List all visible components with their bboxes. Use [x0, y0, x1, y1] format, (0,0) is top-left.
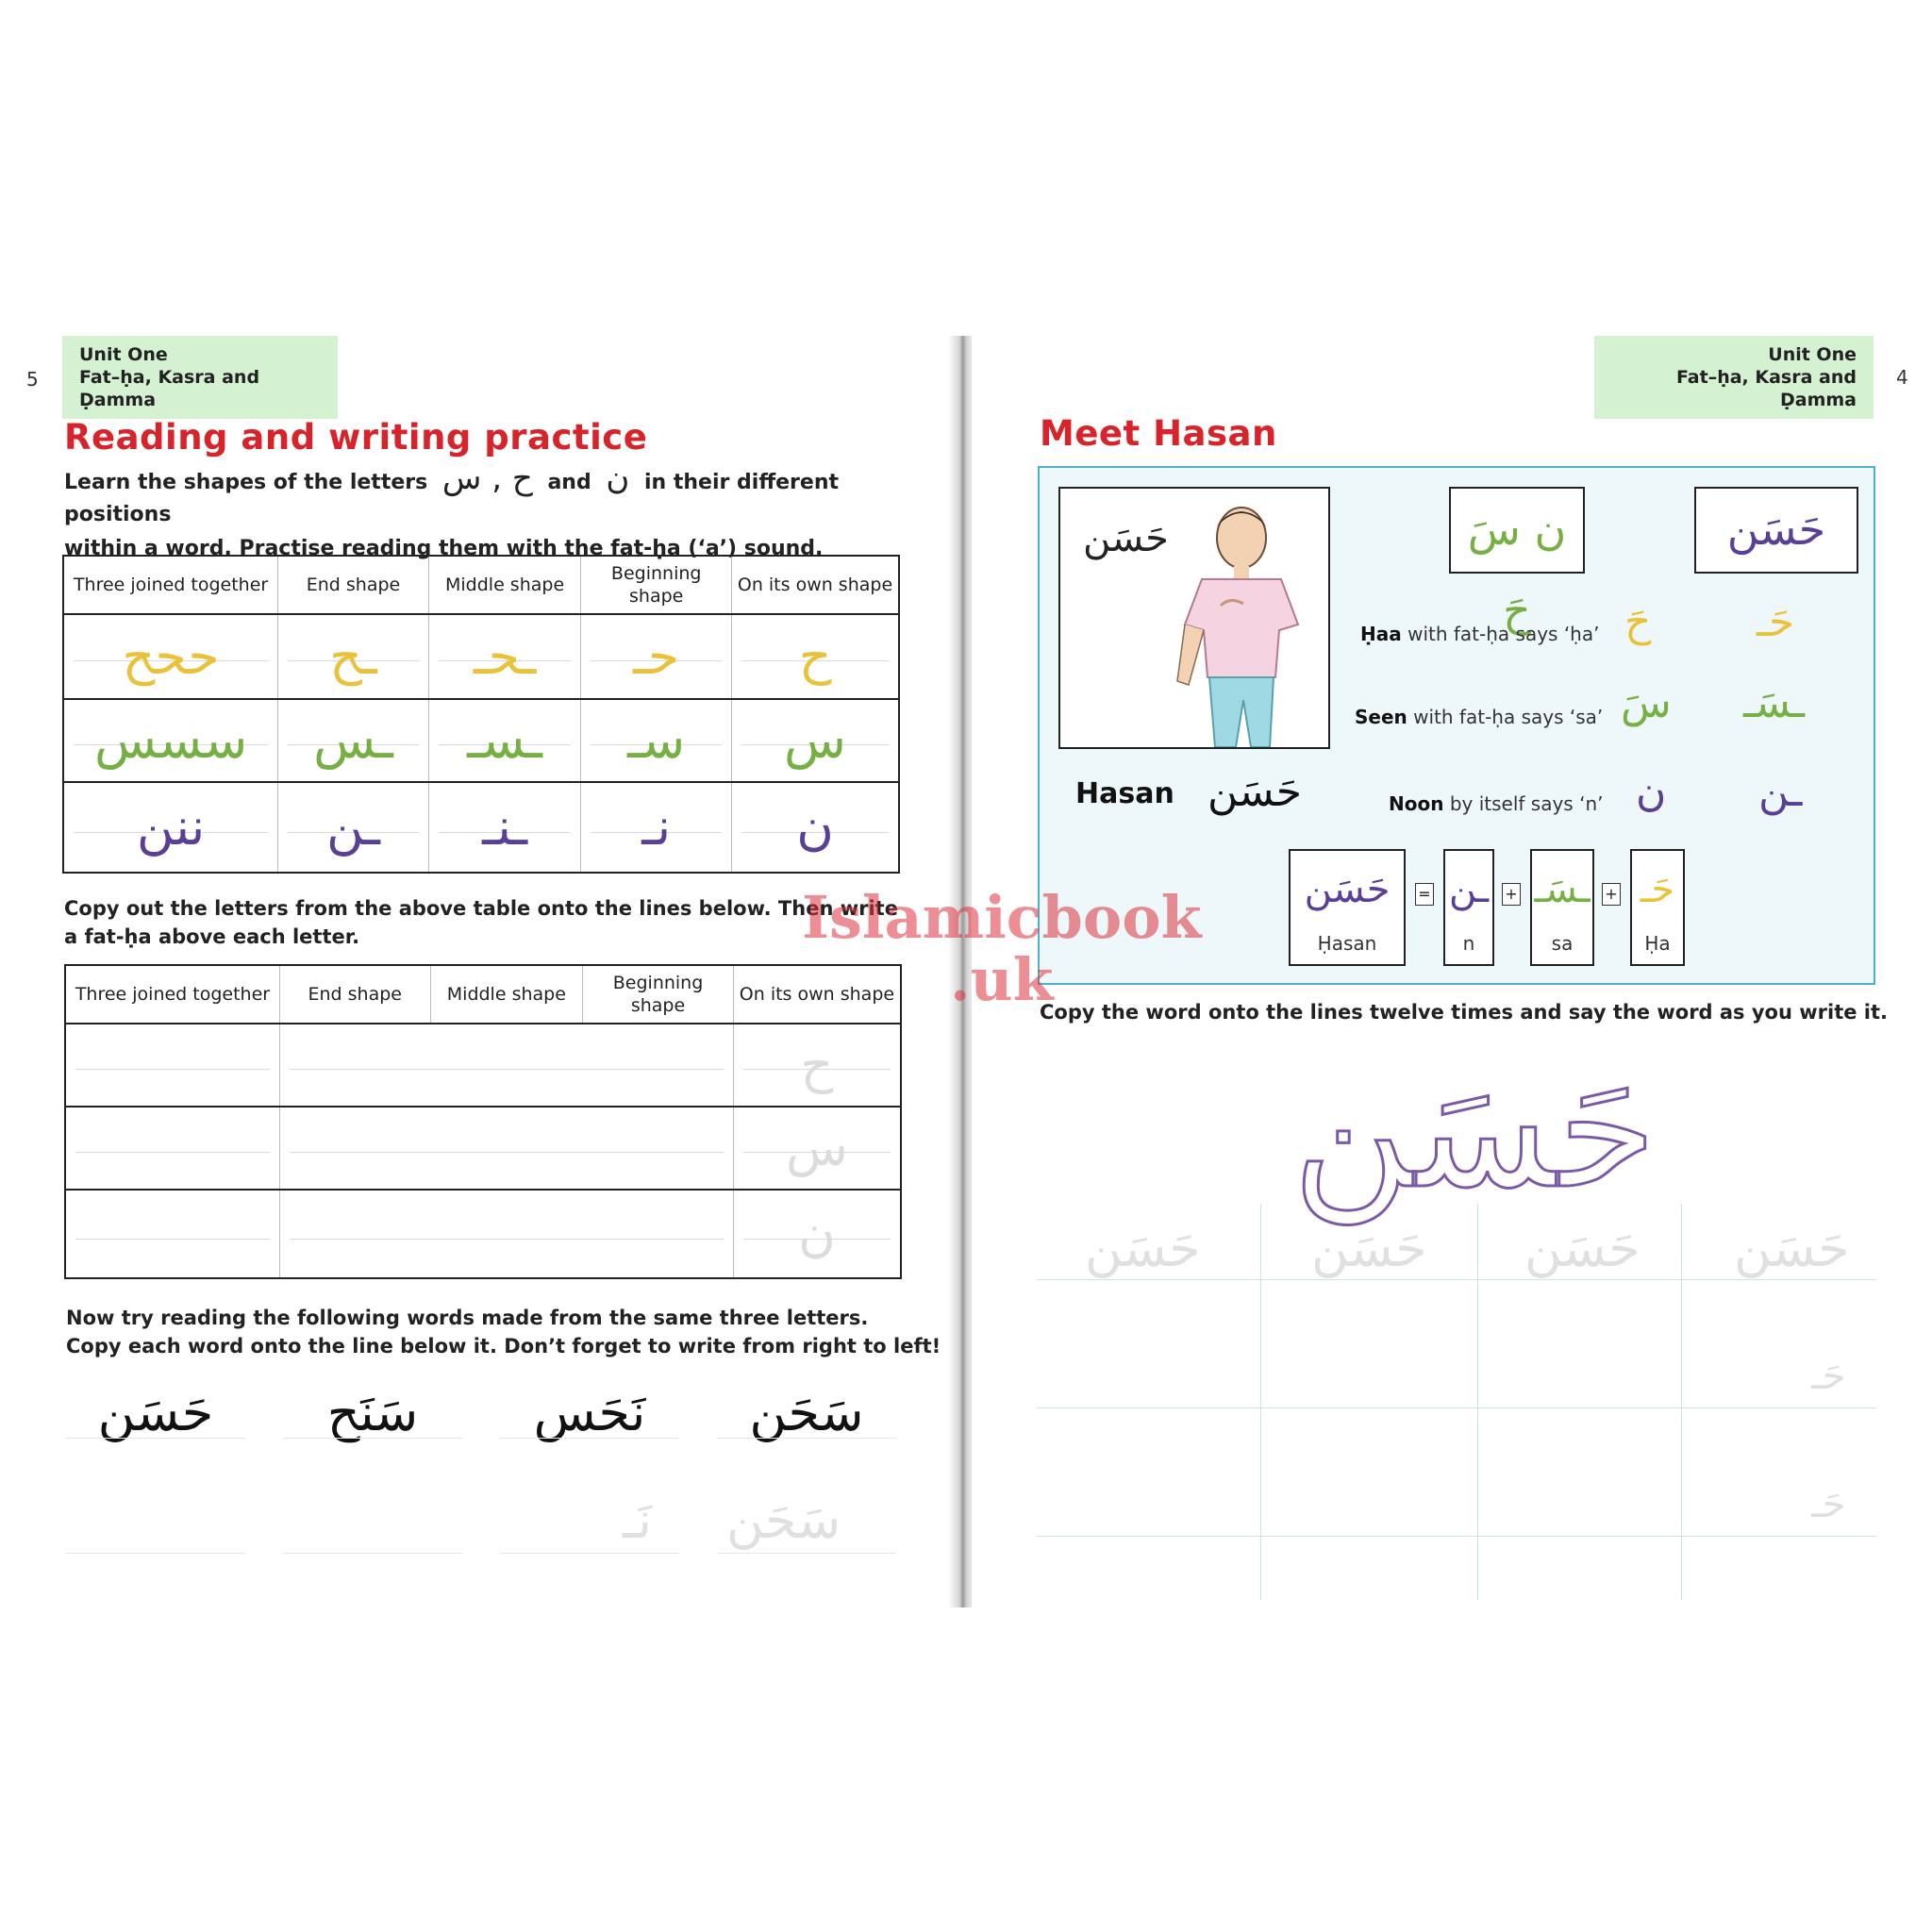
seen-medial-letter: ـسَـ — [1743, 679, 1806, 727]
letter-shapes-table — [62, 555, 900, 874]
word-sahan: سَحَن — [749, 1383, 864, 1442]
table-header-row — [63, 556, 899, 614]
noon-own: ن — [796, 797, 834, 857]
col-header-beginning: Beginning shape — [583, 965, 734, 1024]
intro-text-1: Learn the shapes of the letters — [64, 471, 428, 494]
writing-cell[interactable] — [65, 1190, 279, 1278]
boy-figure-icon — [1164, 492, 1315, 747]
noon-three-joined: ننن — [136, 797, 206, 857]
table-row — [65, 1024, 901, 1107]
practice-line[interactable] — [1038, 1407, 1875, 1408]
word-underline — [283, 1438, 462, 1439]
photo-word: حَسَن — [1083, 517, 1169, 560]
copy-instr-line-2: a fat-ḥa above each letter. — [64, 925, 360, 948]
haa-end: ـح — [329, 626, 377, 686]
copy-line[interactable] — [283, 1553, 462, 1554]
equation-label: Ḥa — [1644, 932, 1671, 955]
trace-word: حَسَن — [1085, 1219, 1201, 1278]
page-heading: Meet Hasan — [1040, 413, 1277, 454]
intro-text-2: in their different positions — [64, 471, 840, 526]
unit-label-box — [1594, 336, 1874, 419]
letters-box — [1449, 487, 1585, 636]
table-row — [65, 1107, 901, 1190]
haa-description: Ḥaa with fat-ḥa says ‘ḥa’ — [1360, 623, 1600, 645]
ghost-noon: ن — [798, 1204, 836, 1263]
ghost-trace-word-2: نَـ — [623, 1491, 652, 1550]
equation-label: n — [1462, 932, 1475, 955]
ghost-haa: ح — [800, 1035, 834, 1094]
joined-word-box — [1694, 487, 1858, 574]
equation-box-n — [1443, 849, 1494, 966]
equation-box-ha — [1630, 849, 1685, 966]
ghost-trace-word-1: سَحَن — [726, 1491, 841, 1550]
word-hasan: حَسَن — [97, 1383, 214, 1442]
plus-sign: + — [1502, 883, 1521, 906]
copy-word-instruction: Copy the word onto the lines twelve times and say the word as you write it. — [1040, 1001, 1889, 1024]
watermark: Islamicbook .uk — [802, 883, 1202, 1014]
table-row — [65, 1190, 901, 1278]
noon-description: Noon by itself says ‘n’ — [1389, 792, 1604, 815]
col-header-own: On its own shape — [733, 965, 901, 1024]
practice-divider — [1477, 1204, 1478, 1600]
intro-and: and — [547, 471, 591, 494]
hasan-label: Hasan — [1075, 777, 1174, 810]
table-header-row — [65, 965, 901, 1024]
writing-cell[interactable] — [279, 1190, 733, 1278]
ghost-seen: س — [785, 1118, 848, 1177]
haa-own: ح — [798, 626, 832, 686]
seen-description: Seen with fat-ḥa says ‘sa’ — [1355, 706, 1604, 728]
equation-symbol: ـن — [1448, 868, 1490, 911]
words-instructions — [66, 1304, 953, 1360]
col-header-end: End shape — [278, 556, 429, 614]
col-header-beginning: Beginning shape — [581, 556, 732, 614]
intro-line-2: within a word. Practise reading them with the fat-ḥa (‘a’) sound. — [64, 537, 824, 560]
word-underline — [717, 1438, 896, 1439]
haa-beginning: حـ — [633, 626, 680, 686]
practice-line[interactable] — [1038, 1279, 1875, 1280]
copy-line[interactable] — [717, 1553, 896, 1554]
haa-name: Ḥaa — [1360, 623, 1402, 645]
trace-word: حَسَن — [1734, 1219, 1850, 1278]
trace-start-letter: حَـ — [1811, 1483, 1846, 1526]
table-row — [63, 782, 899, 873]
col-header-middle: Middle shape — [428, 556, 581, 614]
equation-box-sa — [1530, 849, 1594, 966]
word-underline — [500, 1438, 679, 1439]
haa-three-joined: ححح — [122, 626, 220, 686]
writing-cell[interactable] — [65, 1024, 279, 1107]
col-header-three-joined: Three joined together — [63, 556, 278, 614]
equation-label: Ḥasan — [1317, 932, 1377, 955]
hasan-illustration — [1058, 487, 1330, 749]
seen-plain-letter: سَ — [1621, 679, 1672, 727]
copy-practice-table — [64, 964, 902, 1279]
practice-divider — [1681, 1204, 1682, 1600]
copy-instr-line-1: Copy out the letters from the above table onto the lines below. Then write — [64, 897, 898, 920]
haa-plain-letter: حَ — [1624, 598, 1652, 646]
seen-name: Seen — [1355, 706, 1407, 728]
equation-symbol: ـسَـ — [1534, 868, 1591, 911]
noon-end: ـن — [326, 797, 380, 857]
unit-title: Unit One — [1768, 344, 1857, 365]
col-header-own: On its own shape — [732, 556, 899, 614]
words-instr-line-2: Copy each word onto the line below it. Don’t forget to write from right to left! — [66, 1335, 941, 1357]
writing-cell[interactable] — [279, 1107, 733, 1190]
trace-start-letter: حَـ — [1811, 1355, 1846, 1398]
page-number: 5 — [26, 368, 39, 391]
letters-box-text: ن سَ حَ — [1467, 504, 1567, 636]
equation-label: sa — [1551, 932, 1574, 955]
word-underline — [66, 1438, 245, 1439]
noon-final-letter: ـن — [1758, 768, 1803, 816]
trace-word: حَسَن — [1524, 1219, 1641, 1278]
copy-line[interactable] — [66, 1553, 245, 1554]
unit-title: Unit One — [79, 344, 168, 365]
equation-symbol: حَسَن — [1304, 868, 1391, 911]
trace-outline-word: حَسَن — [1292, 1038, 1657, 1224]
joined-word-text: حَسَن — [1726, 504, 1826, 555]
writing-cell[interactable] — [65, 1107, 279, 1190]
intro-paragraph — [64, 459, 941, 565]
seen-beginning: سـ — [627, 710, 686, 770]
unit-subtitle: Fat–ḥa, Kasra and Ḍamma — [1675, 367, 1857, 410]
hasan-word: حَسَن — [1208, 768, 1302, 816]
plus-sign: + — [1602, 883, 1621, 906]
col-header-end: End shape — [279, 965, 430, 1024]
noon-beginning: نـ — [641, 797, 672, 857]
words-instr-line-1: Now try reading the following words made from the same three letters. — [66, 1307, 869, 1329]
seen-own: س — [784, 710, 846, 770]
seen-end: ـس — [313, 710, 393, 770]
seen-middle: ـسـ — [467, 710, 542, 770]
intro-letters: ح , س — [441, 459, 533, 497]
equation-box-hasan — [1289, 849, 1406, 966]
practice-line[interactable] — [1038, 1536, 1875, 1537]
word-sanah: سَنَح — [326, 1383, 419, 1442]
noon-name: Noon — [1389, 792, 1444, 815]
page-heading: Reading and writing practice — [64, 417, 648, 458]
noon-plain-letter: ن — [1636, 768, 1667, 816]
writing-cell[interactable] — [279, 1024, 733, 1107]
copy-line[interactable] — [500, 1553, 679, 1554]
seen-three-joined: سسس — [93, 710, 248, 770]
haa-middle: ـحـ — [473, 626, 537, 686]
noon-middle: ـنـ — [482, 797, 528, 857]
equation-symbol: حَـ — [1640, 868, 1675, 911]
unit-label-box — [62, 336, 338, 419]
table-row — [63, 614, 899, 699]
table-row — [63, 699, 899, 782]
col-header-middle: Middle shape — [430, 965, 583, 1024]
word-nahas: نَحَس — [533, 1383, 646, 1442]
col-header-three-joined: Three joined together — [65, 965, 279, 1024]
practice-divider — [1260, 1204, 1261, 1600]
practice-words-row — [47, 1383, 915, 1442]
page-number: 4 — [1896, 366, 1908, 389]
intro-letter-noon: ن — [606, 459, 630, 497]
trace-word: حَسَن — [1311, 1219, 1427, 1278]
unit-subtitle: Fat–ḥa, Kasra and Ḍamma — [79, 367, 260, 410]
haa-initial-letter: حَـ — [1757, 598, 1795, 646]
equals-sign: = — [1415, 883, 1434, 906]
